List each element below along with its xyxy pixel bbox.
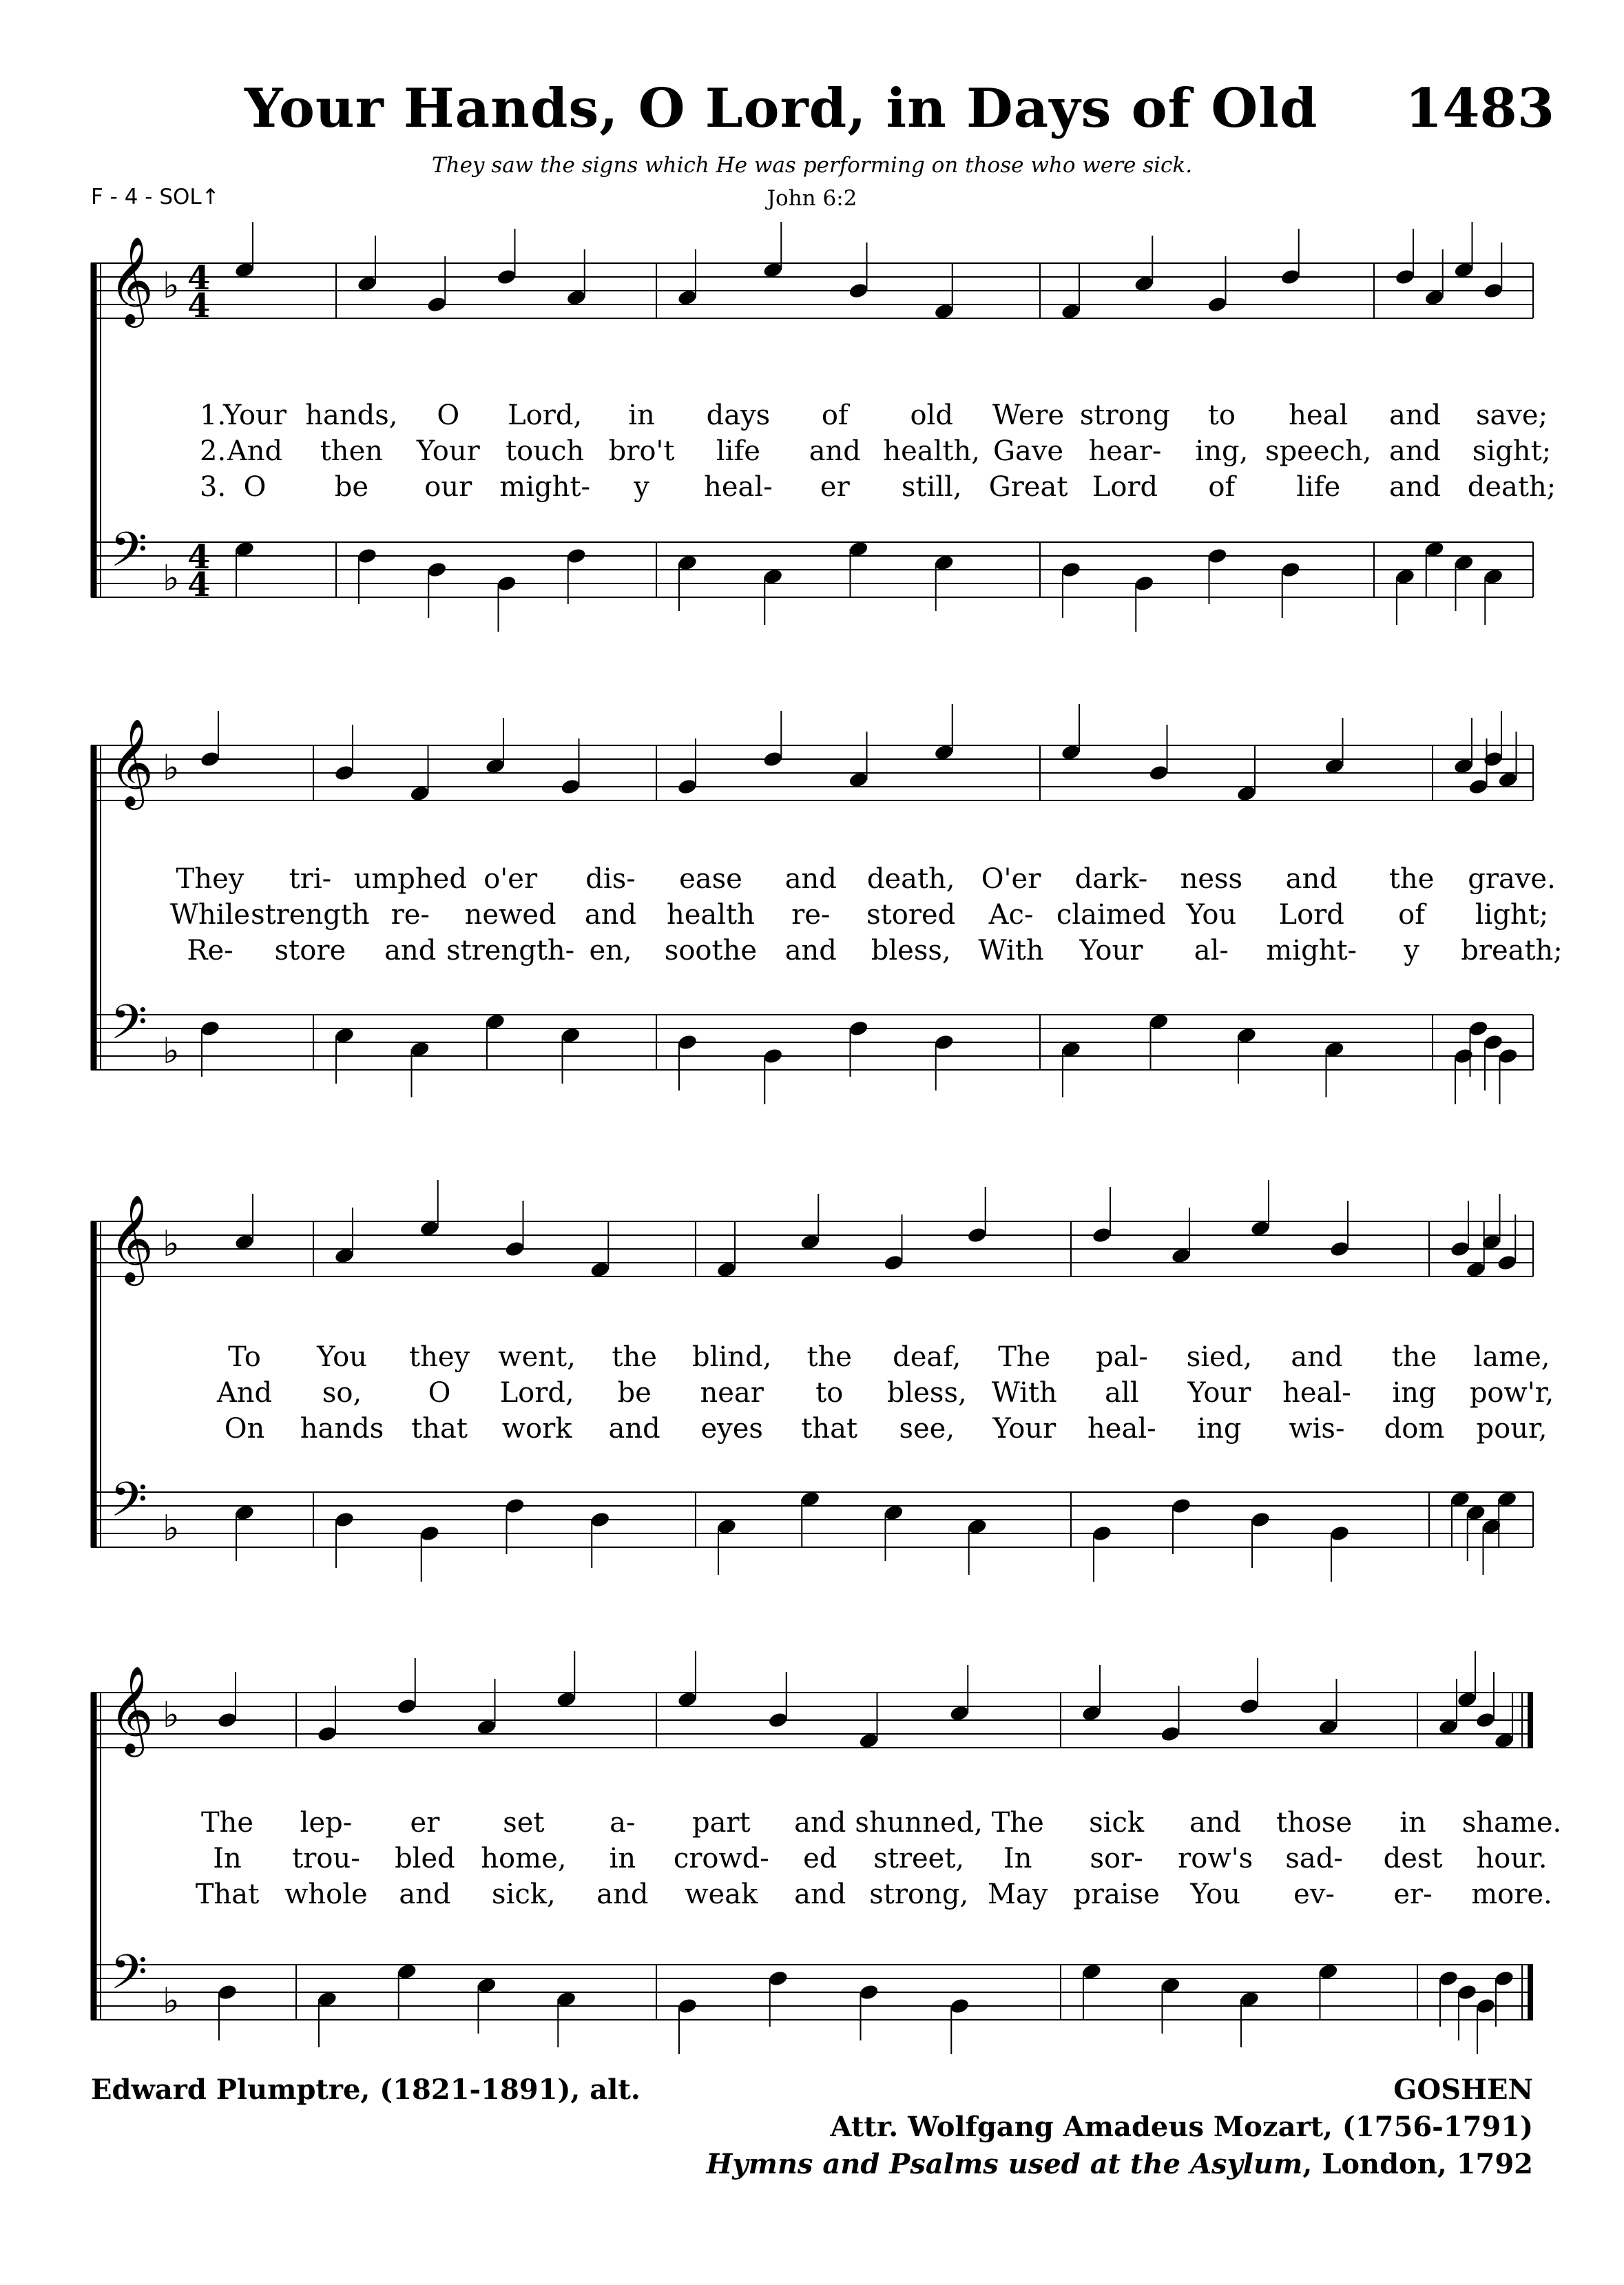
note-head bbox=[1148, 764, 1169, 782]
note-head bbox=[848, 282, 869, 300]
note-head bbox=[1453, 1047, 1475, 1065]
hymn-title: Your Hands, O Lord, in Days of Old bbox=[244, 77, 1318, 140]
note-head bbox=[565, 547, 587, 565]
lyric-syllable: the bbox=[1391, 1341, 1437, 1373]
lyric-syllable: and bbox=[584, 899, 637, 931]
lyric-syllable: sor- bbox=[1090, 1843, 1143, 1874]
lyric-syllable: In bbox=[1003, 1843, 1032, 1874]
lyric-syllable: in bbox=[1399, 1807, 1426, 1839]
lyric-syllable: strong, bbox=[869, 1879, 969, 1910]
lyric-syllable: that bbox=[411, 1413, 468, 1445]
lyric-syllable: trou- bbox=[292, 1843, 360, 1874]
note-head bbox=[560, 778, 581, 796]
lyric-line bbox=[0, 1879, 1624, 1910]
note-head bbox=[426, 561, 448, 579]
lyric-syllable: our bbox=[424, 471, 472, 503]
lyric-syllable: O bbox=[437, 400, 460, 431]
note-head bbox=[1483, 750, 1504, 768]
lyric-syllable: near bbox=[700, 1377, 764, 1409]
note-head bbox=[949, 1997, 970, 2015]
note-head bbox=[1438, 1969, 1459, 1987]
lyric-syllable: of bbox=[1208, 471, 1236, 503]
lyric-syllable: shunned, bbox=[855, 1807, 983, 1839]
lyric-syllable: In bbox=[213, 1843, 242, 1874]
lyric-syllable: still, bbox=[901, 471, 962, 503]
note-head bbox=[504, 1240, 525, 1258]
lyric-syllable: see, bbox=[899, 1413, 955, 1445]
lyric-syllable: shame. bbox=[1461, 1807, 1562, 1839]
lyric-syllable: store bbox=[274, 935, 346, 966]
lyric-syllable: and bbox=[809, 435, 861, 467]
note-head bbox=[419, 1524, 440, 1542]
lyric-syllable: death, bbox=[866, 863, 955, 895]
lyric-syllable: And bbox=[227, 435, 283, 467]
note-head bbox=[200, 750, 221, 768]
lyric-syllable: set bbox=[503, 1807, 545, 1839]
lyric-syllable: stored bbox=[866, 899, 956, 931]
lyric-syllable: Great bbox=[988, 471, 1068, 503]
lyric-syllable: heal- bbox=[1282, 1377, 1351, 1409]
lyric-syllable: heal- bbox=[1087, 1413, 1156, 1445]
lyric-syllable: crowd- bbox=[673, 1843, 769, 1874]
note-head bbox=[357, 547, 378, 565]
lyric-syllable: deaf, bbox=[893, 1341, 961, 1373]
lyric-syllable: y bbox=[634, 471, 649, 503]
lyric-syllable: the bbox=[612, 1341, 657, 1373]
lyric-line bbox=[0, 863, 1624, 895]
lyric-syllable: might- bbox=[499, 471, 590, 503]
lyric-syllable: ing, bbox=[1195, 435, 1249, 467]
lyric-syllable: praise bbox=[1073, 1879, 1160, 1910]
lyric-syllable: death; bbox=[1467, 471, 1557, 503]
lyric-syllable: o'er bbox=[483, 863, 538, 895]
note-head bbox=[1207, 296, 1228, 313]
note-head bbox=[1239, 1697, 1260, 1715]
lyric-syllable: all bbox=[1105, 1377, 1139, 1409]
lyric-syllable: The bbox=[200, 1807, 254, 1839]
lyric-syllable: ease bbox=[679, 863, 742, 895]
lyric-syllable: those bbox=[1276, 1807, 1353, 1839]
lyric-syllable: of bbox=[821, 400, 849, 431]
lyric-syllable: strong bbox=[1079, 400, 1171, 431]
lyric-syllable: pal- bbox=[1095, 1341, 1148, 1373]
note-head bbox=[677, 1997, 698, 2015]
note-head bbox=[1468, 1020, 1489, 1037]
note-head bbox=[217, 1711, 238, 1729]
lyric-syllable: more. bbox=[1471, 1879, 1552, 1910]
lyric-syllable: and bbox=[1389, 435, 1441, 467]
lyric-syllable: days bbox=[706, 400, 771, 431]
note-head bbox=[1475, 1997, 1497, 2015]
lyric-syllable: lep- bbox=[300, 1807, 353, 1839]
key-flat: ♭ bbox=[163, 1031, 180, 1072]
treble-clef: 𝄞 bbox=[109, 1665, 154, 1753]
note-head bbox=[1483, 1033, 1504, 1051]
lyric-syllable: al- bbox=[1194, 935, 1229, 966]
lyric-syllable: Your bbox=[992, 1413, 1056, 1445]
lyric-syllable: row's bbox=[1178, 1843, 1253, 1874]
lyric-syllable: You bbox=[317, 1341, 367, 1373]
lyric-syllable: er bbox=[410, 1807, 440, 1839]
lyric-syllable: street, bbox=[873, 1843, 965, 1874]
lyric-syllable: On bbox=[224, 1413, 265, 1445]
lyric-syllable: in bbox=[609, 1843, 636, 1874]
note-head bbox=[1475, 1711, 1497, 1729]
source-credit bbox=[706, 2148, 1533, 2180]
lyric-syllable: part bbox=[691, 1807, 751, 1839]
note-head bbox=[426, 296, 448, 313]
lyric-syllable: breath; bbox=[1461, 935, 1563, 966]
lyric-syllable: they bbox=[409, 1341, 470, 1373]
lyric-syllable: ness bbox=[1180, 863, 1243, 895]
lyric-syllable: to bbox=[1207, 400, 1236, 431]
lyric-syllable: And bbox=[216, 1377, 273, 1409]
lyric-syllable: weak bbox=[685, 1879, 758, 1910]
lyric-syllable: hands bbox=[300, 1413, 384, 1445]
lyric-syllable: Your bbox=[1187, 1377, 1251, 1409]
lyric-syllable: be bbox=[617, 1377, 652, 1409]
note-head bbox=[762, 1047, 784, 1065]
note-head bbox=[767, 1969, 789, 1987]
note-head bbox=[1134, 575, 1155, 592]
lyric-syllable: With bbox=[991, 1377, 1057, 1409]
lyric-syllable: light; bbox=[1475, 899, 1549, 931]
lyric-syllable: speech, bbox=[1265, 435, 1372, 467]
treble-clef: 𝄞 bbox=[109, 1194, 154, 1282]
words-credit: Edward Plumptre, (1821-1891), alt. bbox=[91, 2074, 641, 2106]
lyric-line bbox=[0, 1413, 1624, 1445]
lyric-syllable: You bbox=[1190, 1879, 1240, 1910]
note-head bbox=[317, 1725, 338, 1743]
note-head bbox=[1092, 1226, 1113, 1244]
note-head bbox=[334, 764, 355, 782]
note-head bbox=[496, 268, 517, 286]
lyric-syllable: and bbox=[608, 1413, 660, 1445]
lyric-syllable: old bbox=[910, 400, 953, 431]
key-flat: ♭ bbox=[163, 1695, 180, 1736]
lyric-syllable: ing bbox=[1392, 1377, 1437, 1409]
time-signature-bottom: 4 bbox=[187, 566, 211, 604]
lyric-syllable: sight; bbox=[1472, 435, 1552, 467]
lyric-syllable: home, bbox=[481, 1843, 567, 1874]
note-head bbox=[1171, 1497, 1192, 1515]
lyric-syllable: dis- bbox=[585, 863, 636, 895]
lyric-syllable: might- bbox=[1266, 935, 1357, 966]
lyric-syllable: dom bbox=[1384, 1413, 1445, 1445]
note-head bbox=[966, 1226, 988, 1244]
lyric-syllable: ev- bbox=[1293, 1879, 1335, 1910]
lyric-syllable: Lord, bbox=[499, 1377, 574, 1409]
lyric-syllable: eyes bbox=[700, 1413, 763, 1445]
note-head bbox=[1457, 1983, 1478, 2001]
lyric-syllable: so, bbox=[322, 1377, 362, 1409]
hymn-number: 1483 bbox=[1405, 77, 1555, 140]
lyric-syllable: a- bbox=[610, 1807, 636, 1839]
lyric-syllable: May bbox=[987, 1879, 1048, 1910]
lyric-syllable: the bbox=[1388, 863, 1435, 895]
lyric-syllable: bless, bbox=[871, 935, 951, 966]
lyric-syllable: bless, bbox=[886, 1377, 967, 1409]
lyric-syllable: life bbox=[1296, 471, 1341, 503]
time-signature-bottom: 4 bbox=[187, 287, 211, 325]
lyric-line bbox=[0, 935, 1624, 966]
tune-name: GOSHEN bbox=[1393, 2074, 1533, 2106]
time-signature-top: 4 bbox=[187, 538, 211, 577]
lyric-syllable: to bbox=[815, 1377, 844, 1409]
lyric-syllable: pour, bbox=[1476, 1413, 1548, 1445]
source-title: Hymns and Psalms used at the Asylum bbox=[706, 2148, 1303, 2180]
note-head bbox=[1497, 1254, 1518, 1272]
lyric-syllable: and bbox=[794, 1807, 846, 1839]
note-head bbox=[1497, 1047, 1519, 1065]
key-flat: ♭ bbox=[163, 1981, 180, 2022]
lyric-syllable: dest bbox=[1383, 1843, 1443, 1874]
epigraph-reference: John 6:2 bbox=[767, 186, 857, 211]
lyric-syllable: whole bbox=[284, 1879, 368, 1910]
lyric-syllable: O bbox=[243, 471, 267, 503]
lyric-syllable: lame, bbox=[1473, 1341, 1550, 1373]
note-head bbox=[590, 1511, 611, 1529]
lyric-syllable: soothe bbox=[664, 935, 758, 966]
lyric-syllable: newed bbox=[464, 899, 556, 931]
lyric-syllable: Your bbox=[1079, 935, 1143, 966]
note-head bbox=[1280, 561, 1301, 579]
lyric-syllable: and bbox=[1285, 863, 1337, 895]
lyric-syllable: and bbox=[596, 1879, 649, 1910]
lyric-syllable: er- bbox=[1393, 1879, 1433, 1910]
lyric-syllable: and bbox=[384, 935, 437, 966]
lyric-syllable: sied, bbox=[1186, 1341, 1253, 1373]
note-head bbox=[933, 1033, 955, 1051]
lyric-line bbox=[0, 400, 1624, 431]
verse-number: 2. bbox=[200, 435, 227, 467]
lyric-syllable: hour. bbox=[1476, 1843, 1548, 1874]
lyric-syllable: While bbox=[169, 899, 251, 931]
lyric-line bbox=[0, 471, 1624, 503]
note-head bbox=[504, 1497, 525, 1515]
lyric-syllable: ed bbox=[803, 1843, 837, 1874]
note-head bbox=[1329, 1524, 1351, 1542]
lyric-syllable: bro't bbox=[608, 435, 675, 467]
lyric-syllable: and bbox=[784, 863, 837, 895]
note-head bbox=[1092, 1524, 1113, 1542]
note-head bbox=[762, 750, 784, 768]
note-head bbox=[677, 778, 698, 796]
lyric-syllable: re- bbox=[791, 899, 831, 931]
note-head bbox=[1450, 1240, 1471, 1258]
note-head bbox=[1468, 778, 1489, 796]
bass-clef: 𝄢 bbox=[110, 994, 148, 1062]
lyric-syllable: They bbox=[176, 863, 244, 895]
lyric-syllable: wis- bbox=[1289, 1413, 1345, 1445]
lyric-syllable: re- bbox=[391, 899, 430, 931]
lyric-syllable: sick, bbox=[492, 1879, 556, 1910]
lyric-syllable: went, bbox=[498, 1341, 576, 1373]
lyric-syllable: Gave bbox=[993, 435, 1064, 467]
lyric-syllable: strength bbox=[251, 899, 370, 931]
note-head bbox=[496, 575, 517, 592]
note-head bbox=[1160, 1725, 1181, 1743]
bass-clef: 𝄢 bbox=[110, 1471, 148, 1539]
lyric-line bbox=[0, 899, 1624, 931]
lyric-syllable: sad- bbox=[1285, 1843, 1343, 1874]
lyric-syllable: O bbox=[428, 1377, 451, 1409]
epigraph: They saw the signs which He was performing on those who were sick. bbox=[431, 153, 1193, 178]
lyric-syllable: dark- bbox=[1074, 863, 1148, 895]
lyric-syllable: Lord bbox=[1092, 471, 1158, 503]
note-head bbox=[1483, 282, 1504, 300]
lyric-syllable: You bbox=[1186, 899, 1237, 931]
lyric-syllable: of bbox=[1398, 899, 1426, 931]
lyric-syllable: and bbox=[784, 935, 837, 966]
note-head bbox=[1329, 1240, 1351, 1258]
lyric-syllable: blind, bbox=[692, 1341, 772, 1373]
lyric-syllable: life bbox=[716, 435, 760, 467]
lyric-syllable: in bbox=[628, 400, 655, 431]
verse-number: 1. bbox=[200, 400, 227, 431]
lyric-syllable: and bbox=[794, 1879, 846, 1910]
key-flat: ♭ bbox=[163, 265, 180, 307]
note-head bbox=[848, 1020, 869, 1037]
lyric-syllable: that bbox=[801, 1413, 858, 1445]
note-head bbox=[200, 1020, 221, 1037]
lyric-syllable: Lord, bbox=[508, 400, 583, 431]
lyric-syllable: health bbox=[666, 899, 755, 931]
note-head bbox=[1395, 268, 1416, 286]
lyric-syllable: heal bbox=[1289, 400, 1349, 431]
lyric-syllable: and bbox=[1389, 400, 1441, 431]
lyric-line bbox=[0, 435, 1624, 467]
lyric-syllable: The bbox=[991, 1807, 1044, 1839]
note-head bbox=[883, 1254, 904, 1272]
lyric-syllable: Ac- bbox=[988, 899, 1034, 931]
composer-credit: Attr. Wolfgang Amadeus Mozart, (1756-1791) bbox=[830, 2111, 1533, 2143]
verse-number: 3. bbox=[200, 471, 227, 503]
lyric-line bbox=[0, 1341, 1624, 1373]
lyric-syllable: tri- bbox=[289, 863, 332, 895]
lyric-syllable: y bbox=[1404, 935, 1419, 966]
lyric-syllable: hear- bbox=[1088, 435, 1162, 467]
lyric-syllable: umphed bbox=[353, 863, 467, 895]
lyric-syllable: pow'r, bbox=[1469, 1377, 1554, 1409]
lyric-syllable: health, bbox=[883, 435, 980, 467]
lyric-syllable: bled bbox=[395, 1843, 455, 1874]
lyric-syllable: That bbox=[195, 1879, 260, 1910]
note-head bbox=[767, 1711, 789, 1729]
lyric-syllable: heal- bbox=[704, 471, 773, 503]
lyric-line bbox=[0, 1807, 1624, 1839]
lyric-syllable: and bbox=[1389, 471, 1441, 503]
lyric-syllable: and bbox=[1189, 1807, 1242, 1839]
lyric-syllable: the bbox=[806, 1341, 852, 1373]
note-head bbox=[677, 1033, 698, 1051]
bass-clef: 𝄢 bbox=[110, 1944, 148, 2012]
note-head bbox=[858, 1983, 879, 2001]
lyric-syllable: er bbox=[820, 471, 850, 503]
note-head bbox=[1494, 1969, 1515, 1987]
source-rest: , London, 1792 bbox=[1302, 2148, 1533, 2180]
note-head bbox=[1207, 547, 1228, 565]
lyric-line bbox=[0, 1377, 1624, 1409]
key-flat: ♭ bbox=[163, 558, 180, 599]
time-signature-top: 4 bbox=[187, 259, 211, 298]
lyric-syllable: be bbox=[334, 471, 369, 503]
lyric-syllable: grave. bbox=[1468, 863, 1556, 895]
lyric-line bbox=[0, 1843, 1624, 1874]
note-head bbox=[1061, 561, 1082, 579]
note-head bbox=[396, 1697, 417, 1715]
lyric-syllable: work bbox=[501, 1413, 572, 1445]
key-flat: ♭ bbox=[163, 747, 180, 789]
lyric-syllable: ing bbox=[1197, 1413, 1242, 1445]
lyric-syllable: Your bbox=[416, 435, 480, 467]
lyric-syllable: claimed bbox=[1056, 899, 1166, 931]
lyric-syllable: The bbox=[998, 1341, 1051, 1373]
bass-clef: 𝄢 bbox=[110, 521, 148, 589]
lyric-syllable: hands, bbox=[305, 400, 398, 431]
key-flat: ♭ bbox=[163, 1508, 180, 1549]
lyric-syllable: Were bbox=[992, 400, 1065, 431]
note-head bbox=[1250, 1511, 1271, 1529]
note-head bbox=[1280, 268, 1301, 286]
lyric-syllable: O'er bbox=[981, 863, 1041, 895]
lyric-syllable: touch bbox=[506, 435, 585, 467]
treble-clef: 𝄞 bbox=[109, 718, 154, 806]
treble-clef: 𝄞 bbox=[109, 236, 154, 324]
lyric-syllable: With bbox=[978, 935, 1044, 966]
key-signature-label: F - 4 - SOL↑ bbox=[91, 185, 220, 209]
note-head bbox=[334, 1511, 355, 1529]
lyric-syllable: en, bbox=[589, 935, 632, 966]
lyric-syllable: and bbox=[1291, 1341, 1343, 1373]
lyric-syllable: Re- bbox=[187, 935, 233, 966]
lyric-syllable: To bbox=[228, 1341, 261, 1373]
lyric-syllable: strength- bbox=[446, 935, 575, 966]
lyric-syllable: Your bbox=[223, 400, 287, 431]
note-head bbox=[217, 1983, 238, 2001]
lyric-syllable: save; bbox=[1475, 400, 1548, 431]
lyric-syllable: sick bbox=[1089, 1807, 1145, 1839]
lyric-syllable: Lord bbox=[1278, 899, 1344, 931]
lyric-syllable: and bbox=[399, 1879, 451, 1910]
key-flat: ♭ bbox=[163, 1223, 180, 1265]
lyric-syllable: then bbox=[320, 435, 384, 467]
